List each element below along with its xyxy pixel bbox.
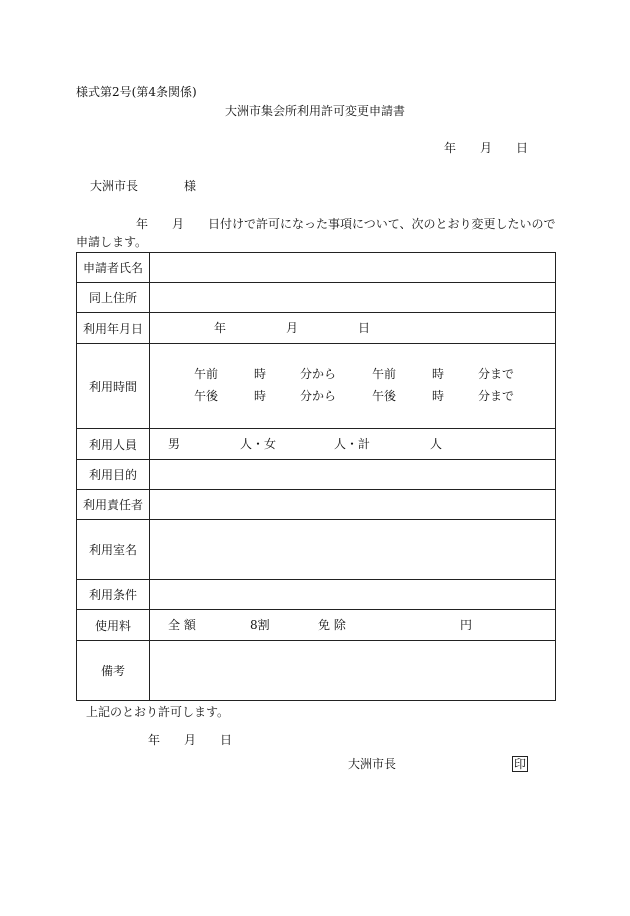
remarks-label: 備考 [77,641,150,701]
purpose-label: 利用目的 [77,460,150,490]
fee-field[interactable] [150,610,556,641]
intro-text: 日付けで許可になった事項について、次のとおり変更したいので [208,217,556,231]
document-title: 大洲市集会所利用許可変更申請書 [225,104,406,118]
row-purpose [77,460,556,490]
am-start-label: 午前 [194,367,219,381]
time-label: 利用時間 [77,344,150,429]
seal-mark: 印 [514,757,527,771]
row-applicant [77,253,556,283]
pm-end-label: 午後 [372,389,397,403]
people-field[interactable] [150,429,556,460]
people-unit: 人 [430,437,443,451]
date-year: 年 [444,141,457,155]
row-conditions [77,580,556,610]
use-date-month: 月 [286,321,299,335]
am-end-label: 午前 [372,367,397,381]
intro-month: 月 [172,217,185,231]
addressee-honorific: 様 [184,179,197,193]
applicant-field[interactable] [150,253,556,283]
people-label: 利用人員 [77,429,150,460]
date-field[interactable] [150,313,556,344]
until-label-2: 分まで [478,389,515,403]
pm-start-label: 午後 [194,389,219,403]
use-date-day: 日 [358,321,371,335]
fee-label: 使用料 [77,610,150,641]
hour-label-1: 時 [254,367,267,381]
purpose-field[interactable] [150,460,556,490]
date-day: 日 [516,141,529,155]
fee-80-option[interactable]: 8割 [250,618,270,632]
address-field[interactable] [150,283,556,313]
fee-yen-unit: 円 [460,618,473,632]
manager-field[interactable] [150,490,556,520]
hour-label-2: 時 [432,367,445,381]
fee-full-option[interactable]: 全 額 [168,618,196,632]
intro-text-line2: 申請します。 [76,235,148,249]
hour-label-3: 時 [254,389,267,403]
conditions-field[interactable] [150,580,556,610]
intro-year: 年 [136,217,149,231]
row-people [77,429,556,460]
room-field[interactable] [150,520,556,580]
total-label: 人・計 [334,437,371,451]
row-fee [77,610,556,641]
hour-label-4: 時 [432,389,445,403]
male-label: 男 [168,437,181,451]
row-room [77,520,556,580]
mayor-signature-label: 大洲市長 [348,757,397,771]
application-table [76,252,556,701]
from-label-1: 分から [300,367,337,381]
row-address [77,283,556,313]
approval-day: 日 [220,733,233,747]
row-remarks [77,641,556,701]
date-label: 利用年月日 [77,313,150,344]
addressee-name: 大洲市長 [90,179,139,193]
form-number: 様式第2号(第4条関係) [76,85,197,99]
approval-year: 年 [148,733,161,747]
row-manager [77,490,556,520]
room-label: 利用室名 [77,520,150,580]
remarks-field[interactable] [150,641,556,701]
use-date-year: 年 [214,321,227,335]
date-month: 月 [480,141,493,155]
row-date [77,313,556,344]
approval-month: 月 [184,733,197,747]
fee-exempt-option[interactable]: 免 除 [318,618,346,632]
approval-text: 上記のとおり許可します。 [86,705,230,719]
applicant-label: 申請者氏名 [77,253,150,283]
time-field[interactable] [150,344,556,429]
conditions-label: 利用条件 [77,580,150,610]
row-time [77,344,556,429]
until-label-1: 分まで [478,367,515,381]
address-label: 同上住所 [77,283,150,313]
manager-label: 利用責任者 [77,490,150,520]
from-label-2: 分から [300,389,337,403]
female-label: 人・女 [240,437,277,451]
